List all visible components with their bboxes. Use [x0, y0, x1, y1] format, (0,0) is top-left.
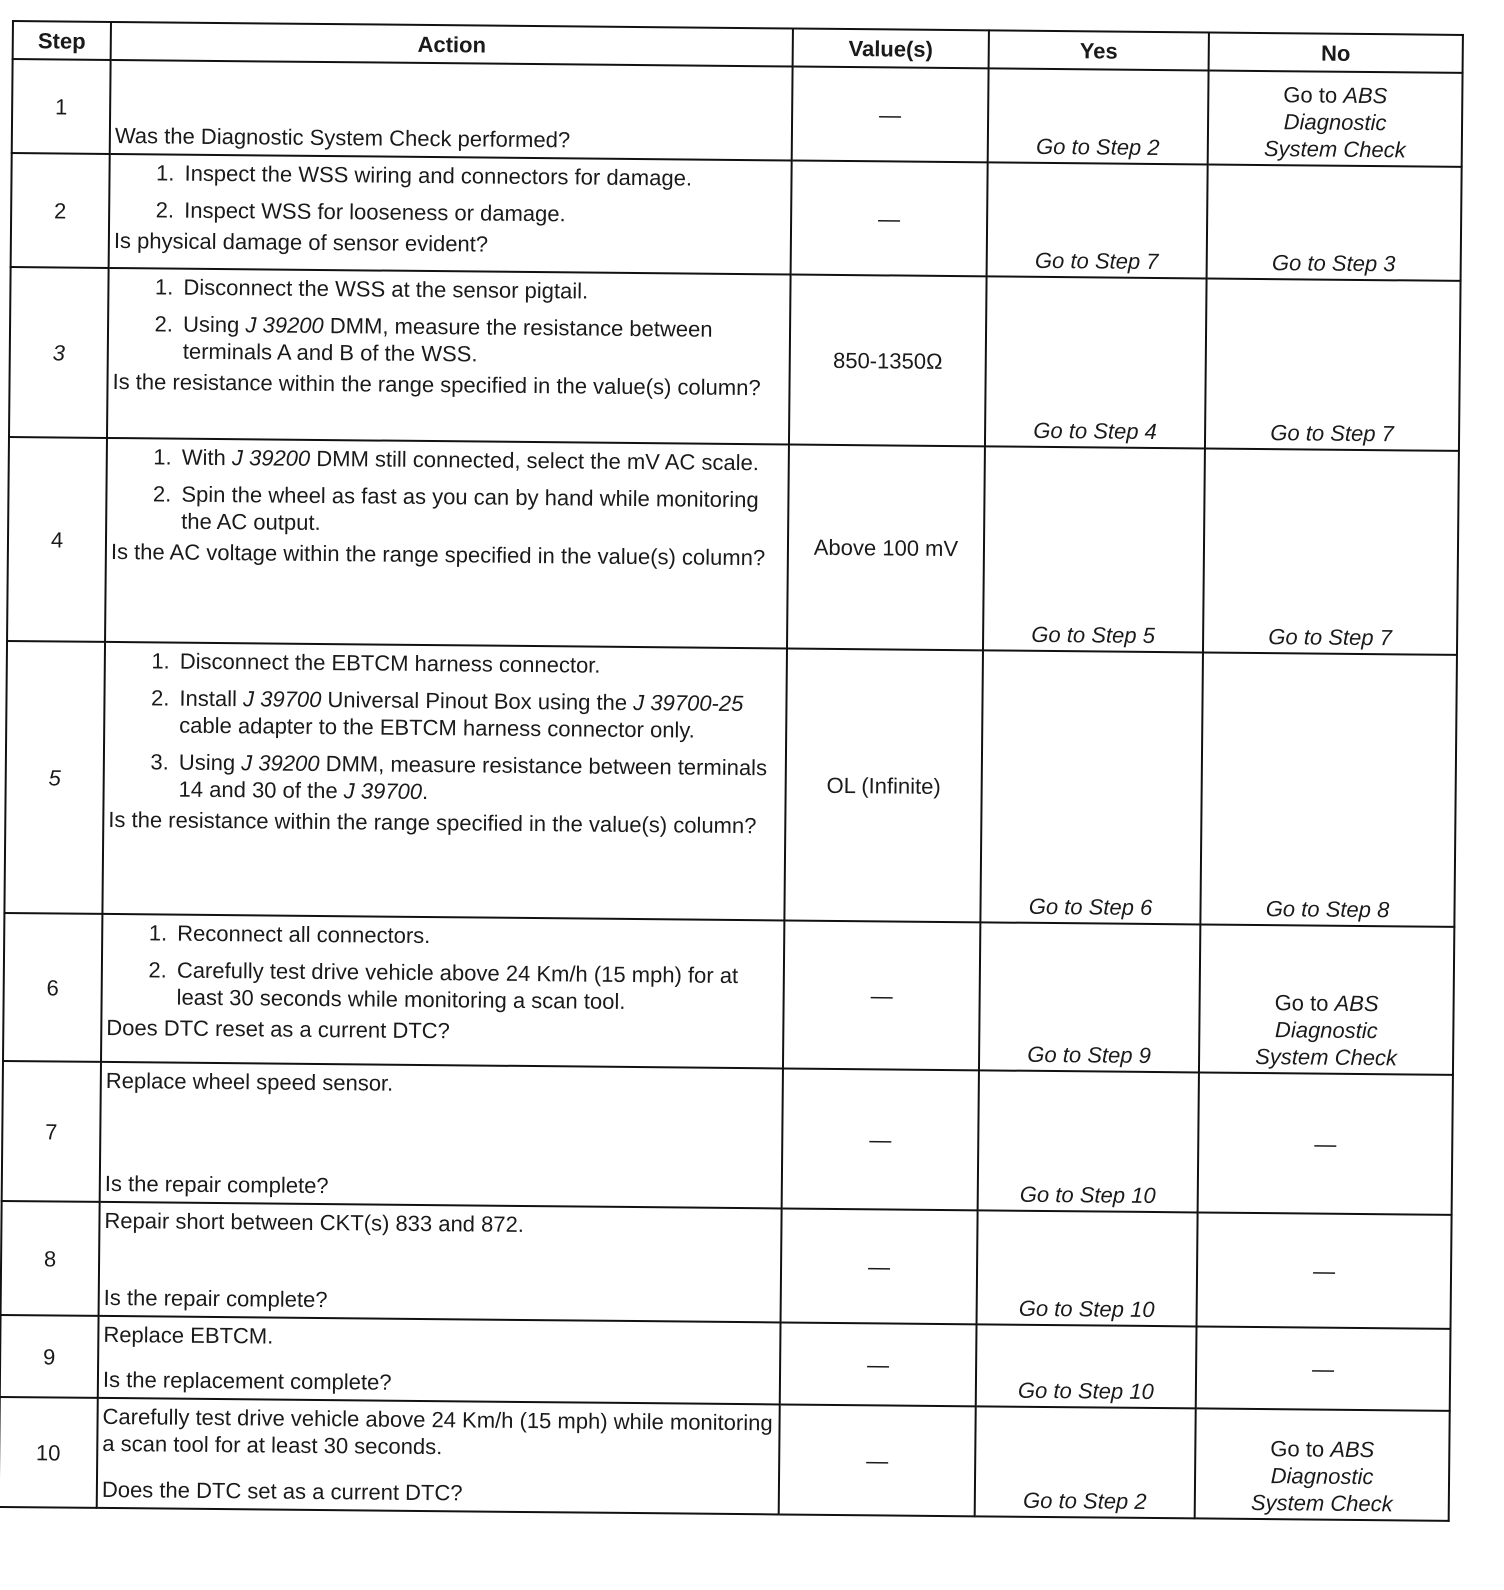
action-question: Does the DTC set as a current DTC?	[101, 1476, 463, 1506]
yes-cell: Go to Step 7	[987, 162, 1208, 278]
action-cell	[109, 154, 792, 275]
no-prefix: Go to	[1274, 990, 1335, 1016]
value-text: —	[879, 101, 902, 128]
no-line3: System Check	[1255, 1043, 1398, 1071]
table-row	[11, 153, 1462, 281]
yes-cell: Go to Step 10	[978, 1070, 1199, 1212]
step-number: 1	[12, 59, 111, 154]
no-line3: System Check	[1250, 1489, 1393, 1517]
action-cell	[110, 60, 793, 161]
step-number: 7	[2, 1061, 101, 1202]
step-number: 8	[1, 1201, 100, 1316]
table-row	[9, 267, 1461, 451]
no-cell: —	[1196, 1326, 1451, 1410]
value-cell	[791, 160, 988, 276]
step-number	[9, 267, 109, 438]
action-question: Is the repair complete?	[103, 1284, 328, 1313]
action-lead: Repair short between CKT(s) 833 and 872.	[104, 1207, 525, 1237]
step-number: 6	[3, 913, 102, 1062]
no-emphasis: ABS	[1334, 990, 1379, 1017]
action-question: Is the AC voltage within the range specified in the value(s) column?	[110, 538, 766, 571]
table-row	[2, 1061, 1453, 1215]
action-steps-list	[114, 159, 787, 233]
value-cell: —	[782, 1068, 979, 1210]
no-line2: Diagnostic	[1274, 1017, 1378, 1044]
action-cell	[101, 914, 784, 1069]
action-steps-list	[108, 647, 781, 812]
header-step: Step	[13, 21, 111, 60]
step-number: 2	[11, 153, 110, 268]
action-step-item: 2. Using J 39200 DMM, measure the resistance between terminals A and B of the WSS.	[179, 311, 785, 371]
action-steps-list	[106, 919, 779, 1020]
step-number-text: 3	[52, 339, 66, 366]
yes-cell: Go to Step 6	[980, 650, 1203, 924]
no-prefix: Go to	[1283, 82, 1344, 108]
action-cell	[100, 1062, 783, 1209]
yes-cell: Go to Step 5	[983, 446, 1205, 652]
action-steps-list	[111, 443, 784, 544]
value-text: —	[878, 205, 901, 232]
action-lead: Carefully test drive vehicle above 24 Km/h (15 mph) while monitoring a scan tool for at least 30 seconds.	[102, 1403, 773, 1460]
action-cell	[107, 268, 791, 445]
table-row	[12, 59, 1463, 167]
action-step-item: 2. Install J 39700 Universal Pinout Box using the J 39700-25 cable adapter to the EBTCM harness connector only.	[175, 685, 781, 745]
action-step-item: 1. With J 39200 DMM still connected, select the mV AC scale.	[178, 444, 784, 477]
action-cell	[97, 1398, 780, 1515]
action-question: Is physical damage of sensor evident?	[113, 227, 489, 257]
value-cell: 850-1350Ω	[789, 274, 987, 446]
header-yes: Yes	[989, 30, 1209, 70]
value-cell: OL (Infinite)	[784, 648, 983, 922]
no-cell: —	[1198, 1072, 1453, 1214]
step-number	[4, 641, 105, 914]
no-prefix: Go to	[1270, 1436, 1331, 1462]
yes-cell: Go to Step 2	[975, 1406, 1196, 1518]
no-cell	[1208, 70, 1463, 166]
action-question: Is the resistance within the range specified in the value(s) column?	[112, 368, 761, 401]
value-cell: —	[781, 1208, 978, 1324]
step-number: 4	[7, 437, 107, 642]
action-step-item: 1. Disconnect the EBTCM harness connector.	[176, 648, 782, 681]
value-cell: Above 100 mV	[787, 444, 985, 650]
no-cell	[1199, 924, 1454, 1074]
header-action: Action	[111, 22, 793, 67]
yes-cell: Go to Step 10	[976, 1324, 1197, 1408]
value-cell: —	[779, 1404, 976, 1516]
action-lead: Replace wheel speed sensor.	[105, 1067, 394, 1096]
yes-cell: Go to Step 10	[977, 1210, 1198, 1326]
no-cell	[1195, 1408, 1450, 1520]
action-step-item: 2. Carefully test drive vehicle above 24 Km/h (15 mph) for at least 30 seconds while monitoring a scan tool.	[172, 957, 778, 1017]
no-line2: Diagnostic	[1270, 1463, 1374, 1490]
action-step-item: 2. Spin the wheel as fast as you can by hand while monitoring the AC output.	[177, 481, 783, 541]
no-cell: Go to Step 7	[1203, 448, 1459, 654]
action-question: Is the replacement complete?	[102, 1366, 392, 1395]
no-cell: Go to Step 3	[1207, 164, 1462, 280]
no-cell: —	[1197, 1212, 1452, 1328]
value-cell	[783, 920, 980, 1070]
action-steps-list	[113, 273, 786, 374]
action-lead: Replace EBTCM.	[103, 1321, 274, 1349]
no-emphasis: ABS	[1330, 1436, 1375, 1463]
step-number-text: 5	[48, 764, 61, 791]
yes-cell: Go to Step 2	[988, 68, 1209, 164]
action-step-item: 1. Disconnect the WSS at the sensor pigtail.	[179, 274, 785, 307]
action-step-item: 1. Inspect the WSS wiring and connectors for damage.	[180, 160, 786, 193]
value-cell	[792, 66, 989, 162]
no-cell: Go to Step 8	[1200, 652, 1457, 926]
action-question: Does DTC reset as a current DTC?	[106, 1014, 450, 1044]
action-cell	[98, 1316, 781, 1405]
table-row	[0, 1397, 1450, 1521]
header-no: No	[1209, 32, 1463, 72]
action-question: Was the Diagnostic System Check performed?	[114, 122, 571, 153]
header-values: Value(s)	[793, 28, 989, 68]
table-row	[1, 1201, 1452, 1329]
yes-cell: Go to Step 9	[979, 922, 1200, 1072]
action-cell	[105, 438, 789, 649]
action-step-item: 3. Using J 39200 DMM, measure resistance between terminals 14 and 30 of the J 39700.	[174, 749, 780, 809]
no-line2: Diagnostic	[1283, 109, 1387, 136]
action-question: Is the resistance within the range specified in the value(s) column?	[108, 806, 757, 839]
value-cell: —	[780, 1322, 977, 1406]
action-step-item: 2. Inspect WSS for looseness or damage.	[180, 197, 786, 230]
table-row	[0, 1315, 1451, 1411]
step-number: 9	[0, 1315, 99, 1398]
action-step-item: 1. Reconnect all connectors.	[173, 920, 779, 953]
value-text: —	[870, 982, 893, 1008]
step-number: 10	[0, 1397, 98, 1508]
no-cell: Go to Step 7	[1205, 278, 1461, 450]
action-cell	[99, 1202, 782, 1323]
action-question: Is the repair complete?	[104, 1170, 329, 1199]
table-row	[4, 641, 1457, 927]
yes-cell: Go to Step 4	[985, 276, 1207, 448]
table-row	[3, 913, 1454, 1075]
no-line3: System Check	[1263, 136, 1406, 163]
diagnostic-table-sheet	[0, 20, 1462, 1522]
diagnostic-table	[0, 20, 1464, 1522]
table-row	[7, 437, 1459, 655]
action-cell	[102, 642, 787, 921]
no-emphasis: ABS	[1343, 82, 1388, 109]
